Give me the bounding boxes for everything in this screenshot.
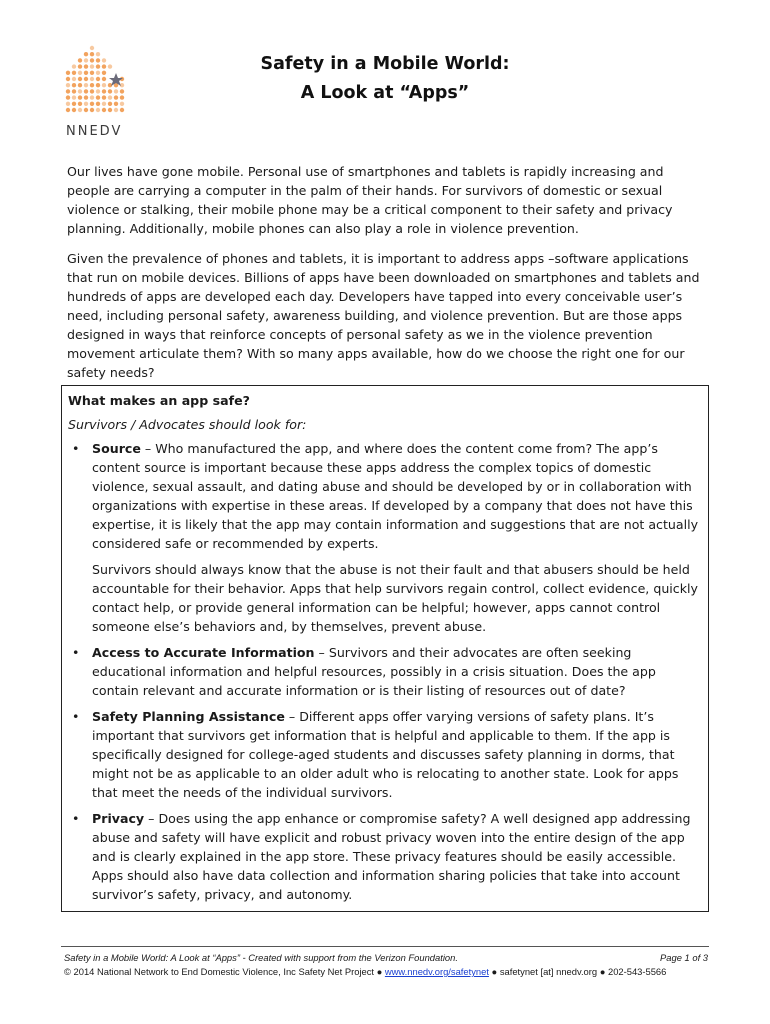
logo-dot (114, 108, 118, 112)
item-lead: Privacy (92, 811, 145, 826)
logo-wordmark: NNEDV (66, 124, 123, 139)
footer-credit: Safety in a Mobile World: A Look at “Apps” - Created with support from the Verizon Foundation. (64, 952, 458, 963)
box-title: What makes an app safe? (68, 393, 250, 408)
criteria-list (68, 439, 700, 904)
intro-paragraph-1: Our lives have gone mobile. Personal use of smartphones and tablets is rapidly increasing and people are carrying a computer in the palm of their hands. For survivors of domestic or sexual violence or stalking, their mobile phone may be a critical component to their safety and privacy planning. Additionally, mobile phones can also play a role in violence prevention. (67, 164, 673, 236)
item-lead: Source (92, 441, 141, 456)
title-line-1: Safety in a Mobile World: (260, 54, 510, 74)
logo-dot (108, 108, 112, 112)
safe-app-checklist-box (61, 385, 709, 912)
logo-dot (96, 108, 100, 112)
logo-dot (84, 108, 88, 112)
logo-dot (120, 108, 124, 112)
intro-section (67, 162, 707, 393)
intro-paragraph-2: Given the prevalence of phones and tablets, it is important to address apps –software applications that run on mobile devices. Billions of apps have been downloaded on smartphones and tablets and hundreds of apps are developed each day. Developers have tapped into every conceivable user’s need, including personal safety, awareness building, and violence prevention. But are those apps designed in ways that reinforce concepts of personal safety as we in the violence prevention movement articulate them? With so many apps available, how do we choose the right one for our safety needs? (67, 251, 700, 380)
footer-divider (61, 946, 709, 947)
footer-contact: ● safetynet [at] nnedv.org ● 202-543-5566 (488, 966, 667, 977)
list-item-privacy (68, 809, 700, 904)
logo-dot (78, 108, 82, 112)
item-text: – Different apps offer varying versions of safety plans. It’s important that survivors get information that is helpful and applicable to them. If the app is specifically designed for college-aged students and discusses safety planning in dorms, that might not be as applicable to an older adult who is relocating to another state. Look for apps that meet the needs of the individual survivors. (92, 709, 679, 800)
bullet-icon: • (72, 645, 80, 660)
title-line-2: A Look at “Apps” (300, 83, 470, 103)
item-text: – Does using the app enhance or compromise safety? A well designed app addressing abuse and safety will have explicit and robust privacy woven into the entire design of the app and is clearly explained in the app store. These privacy features should be easily accessible. Apps should also have data collection and information sharing policies that take into account survivor’s safety, privacy, and autonomy. (92, 811, 691, 902)
footer (64, 951, 708, 979)
bullet-icon: • (72, 441, 80, 456)
list-item-source (68, 439, 700, 636)
page-title (0, 50, 770, 108)
item-lead: Access to Accurate Information (92, 645, 315, 660)
item-text: – Survivors and their advocates are often seeking educational information and helpful resources, possibly in a crisis situation. Does the app contain relevant and accurate information or is their listing of resources out of date? (92, 645, 656, 698)
logo-dot (102, 108, 106, 112)
bullet-icon: • (72, 709, 80, 724)
logo-dot (72, 108, 76, 112)
logo-dot (90, 108, 94, 112)
box-subtitle: Survivors / Advocates should look for: (68, 417, 307, 432)
list-item-accurate-information (68, 643, 700, 700)
item-extra-paragraph: Survivors should always know that the abuse is not their fault and that abusers should be held accountable for their behavior. Apps that help survivors regain control, collect evidence, quickly contact help, or provide general information can be helpful; however, apps cannot control someone else’s behaviors and, by themselves, prevent abuse. (92, 562, 698, 634)
item-lead: Safety Planning Assistance (92, 709, 285, 724)
list-item-safety-planning (68, 707, 700, 802)
logo-dot (66, 108, 70, 112)
item-text: – Who manufactured the app, and where does the content come from? The app’s content source is important because these apps address the complex topics of domestic violence, sexual assault, and dating abuse and should be developed by or in collaboration with organizations with expertise in these areas. If developed by a company that does not have this expertise, it is likely that the app may contain information and suggestions that are not actually considered safe or recommended by experts. (92, 441, 699, 551)
safetynet-link[interactable]: www.nnedv.org/safetynet (384, 966, 489, 977)
footer-copyright: © 2014 National Network to End Domestic Violence, Inc Safety Net Project ● (64, 966, 385, 977)
page-number: Page 1 of 3 (660, 952, 708, 963)
bullet-icon: • (72, 811, 80, 826)
